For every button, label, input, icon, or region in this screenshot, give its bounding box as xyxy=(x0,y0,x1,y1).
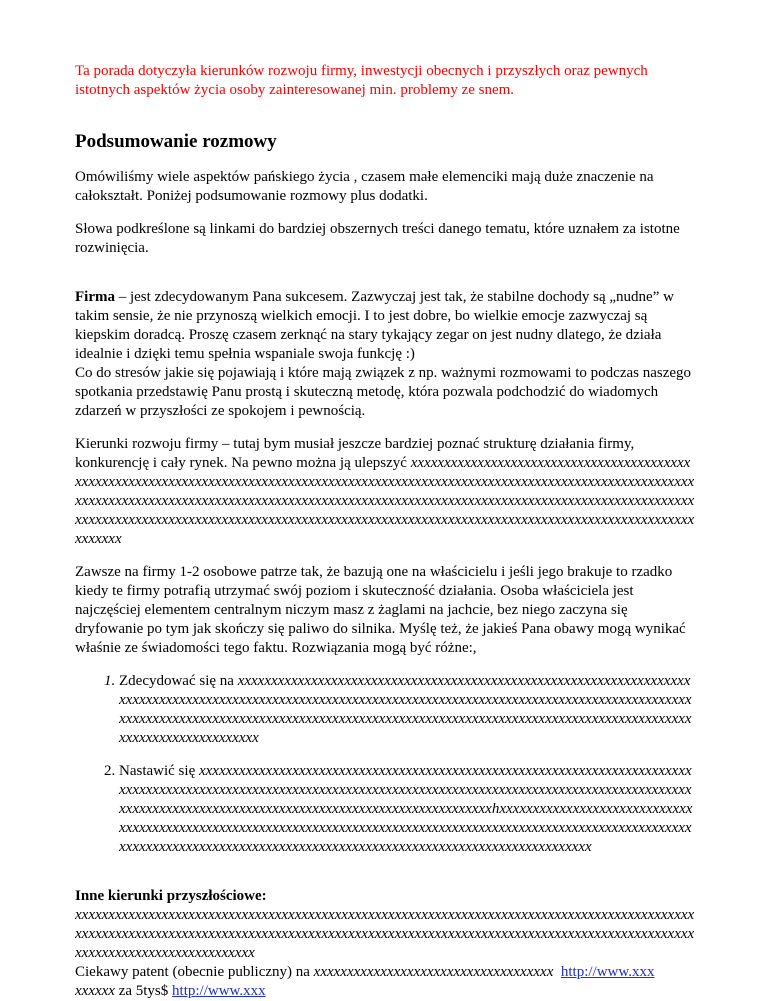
intro-note: Ta porada dotyczyła kierunków rozwoju firmy, inwestycji obecnych i przyszłych oraz pewnych istotnych aspektów życia osoby zainteresowanej min. problemy ze snem. xyxy=(75,63,648,98)
firma-stress-text: Co do stresów jakie się pojawiają i które mają związek z np. ważnymi rozmowami to podczas naszego spotkania przedstawię Panu prostą i skuteczną metodę, która pozwala podchodzić do wiadomych zdarzeń w przyszłości ze spokojem i pewnością. xyxy=(75,365,692,419)
kierunki-redacted: xxxxxxxxxxxxxxxxxxxxxxxxxxxxxxxxxxxxxxxxxxxxxxxxxxxxxxxxxxxxxxxxxxxxxxxxxxxxxxxxxxxxxxxxxxxxxxxxxxxxxxxxxxxxxxxxxxxxxxxxxxxxxxxxxxxxxxxxxxxxxxxxxxxxxxxxxxxxxxxxxxxxxxxxxxxxxxxxxxxxxxxxxxxxxxxxxxxxxxxxxxxxxxxxxxxxxxxxxxxxxxxxxxxxxxxxxxxxxxxxxxxxxxxxxxxxxxxxxxxxxxxxxxxxxxxxxxxxxxxxxxxxxxxxxxxxxxxxxxxxxxxxxxxxxxxxxxxxxxxxxxxxxxxx xyxy=(75,455,695,547)
patent-link[interactable]: http://www.xxx xyxy=(560,964,655,980)
summary-paragraph: Omówiliśmy wiele aspektów pańskiego życia , czasem małe elemenciki mają duże znaczenie na całokształt. Poniżej podsumowanie rozmowy plus dodatki. xyxy=(75,169,654,204)
document-page xyxy=(75,62,696,1001)
list-item-redacted: xxxxxxxxxxxxxxxxxxxxxxxxxxxxxxxxxxxxxxxxxxxxxxxxxxxxxxxxxxxxxxxxxxxxxxxxxxxxxxxxxxxxxxxxxxxxxxxxxxxxxxxxxxxxxxxxxxxxxxxxxxxxxxxxxxxxxxxxxxxxxxxxxxxxxxxxxxxxxxxxxxxxxxxxxxxxxxxxxxxxxxxxxxxxxxxxxxxxxxxxxxxxxxxxxxxxxxxxxxxxxxxxxxxxxxxxxxxxxxxxxxxxxxxxxxxxxxxxxxxxx xyxy=(119,673,692,746)
list-item xyxy=(119,762,696,857)
price-text: za 5tys$ xyxy=(114,983,173,999)
inne-redacted: xxxxxxxxxxxxxxxxxxxxxxxxxxxxxxxxxxxxxxxxxxxxxxxxxxxxxxxxxxxxxxxxxxxxxxxxxxxxxxxxxxxxxxxxxxxxxxxxxxxxxxxxxxxxxxxxxxxxxxxxxxxxxxxxxxxxxxxxxxxxxxxxxxxxxxxxxxxxxxxxxxxxxxxxxxxxxxxxxxxxxxxxxxxxxxxxxxxxxxxxxxxxxxxxxxxxx xyxy=(75,907,695,961)
zawsze-paragraph: Zawsze na firmy 1-2 osobowe patrze tak, że bazują one na właścicielu i jeśli jego brakuje to rzadko kiedy te firmy potrafią utrzymać swój poziom i skuteczność działania. Osoba właściciela jest najczęściej elementem centralnym niczym masz z żaglami na jachcie, bez niego zaczyna się dryfowanie po tym jak skończy się paliwo do silnika. Myślę też, że jakieś Pana obawy mogą wynikać właśnie ze świadomości tego faktu. Rozwiązania mogą być różne:, xyxy=(75,564,686,656)
inne-heading: Inne kierunki przyszłościowe: xyxy=(75,888,267,904)
section-heading: Podsumowanie rozmowy xyxy=(75,131,277,152)
list-item-redacted-continued: xxxxxxxxxxxxxxxxxxxxxxxxxxxxxxxxxxxxxxxxxxxxxxxxxxxxxxxxxxxxxxxxxxxxxxxxxxxxxxxxxxxxxxxxxxxxxxxxxxxxxxxxxxxxxxxxxxxxxxxxxxxxxxxxxxxxxxxxxxxxxxxxxxxxxxxxxxxxxxxxxxxxxxxxxxxxxxxxxxxxxxxxxx xyxy=(119,801,693,855)
patent-redacted: xxxxxxxxxxxxxxxxxxxxxxxxxxxxxxxxxxxx xyxy=(313,964,554,980)
list-item-text: Nastawić się xyxy=(119,763,199,779)
solutions-list xyxy=(75,672,696,857)
patent-text: Ciekawy patent (obecnie publiczny) na xyxy=(75,964,314,980)
firma-paragraph xyxy=(75,288,696,421)
firma-label: Firma xyxy=(75,289,115,305)
list-item-redacted: xxxxxxxxxxxxxxxxxxxxxxxxxxxxxxxxxxxxxxxxxxxxxxxxxxxxxxxxxxxxxxxxxxxxxxxxxxxxxxxxxxxxxxxxxxxxxxxxxxxxxxxxxxxxxxxxxxxxxxxxxxxxxxxxxxxxxxxxxxxxxxxxxxxxxxxxxxxxxxxxxxxxxxxxxxxxxxxxxxxxxxxxxxxxxxxxxxxxxxxxxxxxxxxxxxxxxxxxh xyxy=(119,763,692,817)
kierunki-text: Kierunki rozwoju firmy – tutaj bym musiał jeszcze bardziej poznać strukturę działania firmy, konkurencję i cały rynek. Na pewno można ją ulepszyć xyxy=(75,436,635,471)
firma-text: – jest zdecydowanym Pana sukcesem. Zazwyczaj jest tak, że stabilne dochody są „nudne” w takim sensie, że nie przynoszą wielkich emocji. I to jest dobre, bo wielkie emocje zazwyczaj są kiepskim doradcą. Proszę czasem zerknąć na stary tykający zegar on jest nudny dlatego, że działa idealnie i dzięki temu spełnia wspaniale swoja funkcję :) xyxy=(75,289,674,362)
links-note-paragraph: Słowa podkreślone są linkami do bardziej obszernych treści danego tematu, które uznałem za istotne rozwinięcia. xyxy=(75,221,680,256)
price-redacted: xxxxxx xyxy=(75,983,115,999)
list-item xyxy=(119,672,696,748)
inne-paragraph xyxy=(75,887,696,1001)
list-item-text: Zdecydować się na xyxy=(119,673,238,689)
price-link[interactable]: http://www.xxx xyxy=(172,983,266,999)
kierunki-paragraph xyxy=(75,435,696,549)
